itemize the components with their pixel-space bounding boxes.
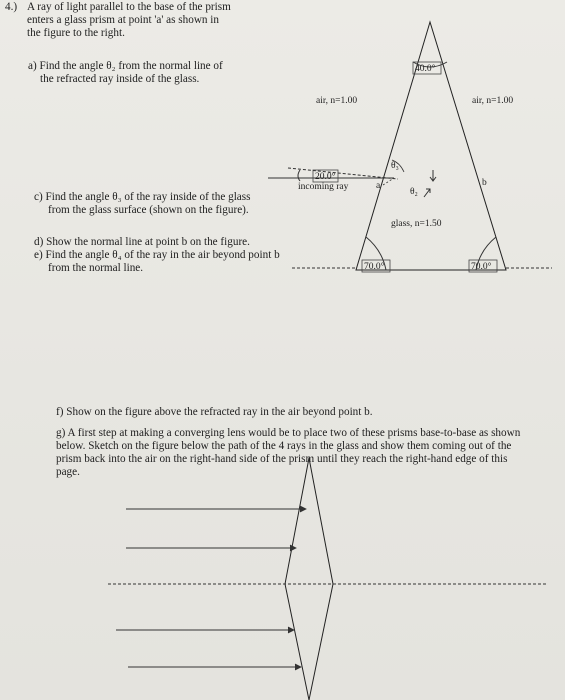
part-g-line-3: prism back into the air on the right-hand side of the prism until they reach the right-hand edge of this [56,453,508,465]
incoming-ray-label: incoming ray [298,182,349,192]
incidence-angle-label: 20.0° [315,172,336,182]
part-c-line-2: from the glass surface (shown on the figure). [48,204,249,216]
double-prism-outline [285,458,333,700]
intro-line-1: A ray of light parallel to the base of the prism [27,1,231,13]
part-a-line-2: the refracted ray inside of the glass. [40,73,200,85]
base-right-angle-label: 70.0° [471,262,492,272]
part-d: d) Show the normal line at point b on the figure. [34,236,250,248]
question-number: 4.) [5,1,18,13]
part-c-line-1: c) Find the angle θ₃ of the ray inside of the glass [34,191,251,203]
surface-extension [383,178,394,185]
part-g-line-1: g) A first step at making a converging lens would be to place two of these prisms base-to-base as shown [56,427,521,439]
normal-line-a [288,168,398,179]
part-g-line-4: page. [56,466,80,478]
air-right-label: air, n=1.00 [472,96,514,106]
prism-outline [356,22,506,270]
apex-angle-label: 40.0° [415,64,436,74]
point-a-label: a [376,181,381,191]
part-f: f) Show on the figure above the refracted ray in the air beyond point b. [56,406,373,418]
part-g-line-2: below. Sketch on the figure below the path of the 4 rays in the glass and show them coming out of the [56,440,512,452]
part-e-line-2: from the normal line. [48,262,144,274]
base-left-angle-label: 70.0° [364,262,385,272]
theta2-label: θ₂ [410,187,418,197]
air-left-label: air, n=1.00 [316,96,358,106]
point-b-label: b [482,178,487,188]
intro-line-2: enters a glass prism at point 'a' as shown in [27,14,220,26]
part-a-line-1: a) Find the angle θ₂ from the normal line of [28,60,223,72]
glass-label: glass, n=1.50 [391,219,442,229]
theta3-label: θ₃ [391,161,399,171]
incidence-arc [298,170,300,181]
intro-line-3: the figure to the right. [27,27,125,39]
part-e-line-1: e) Find the angle θ₄ of the ray in the air beyond point b [34,249,280,261]
